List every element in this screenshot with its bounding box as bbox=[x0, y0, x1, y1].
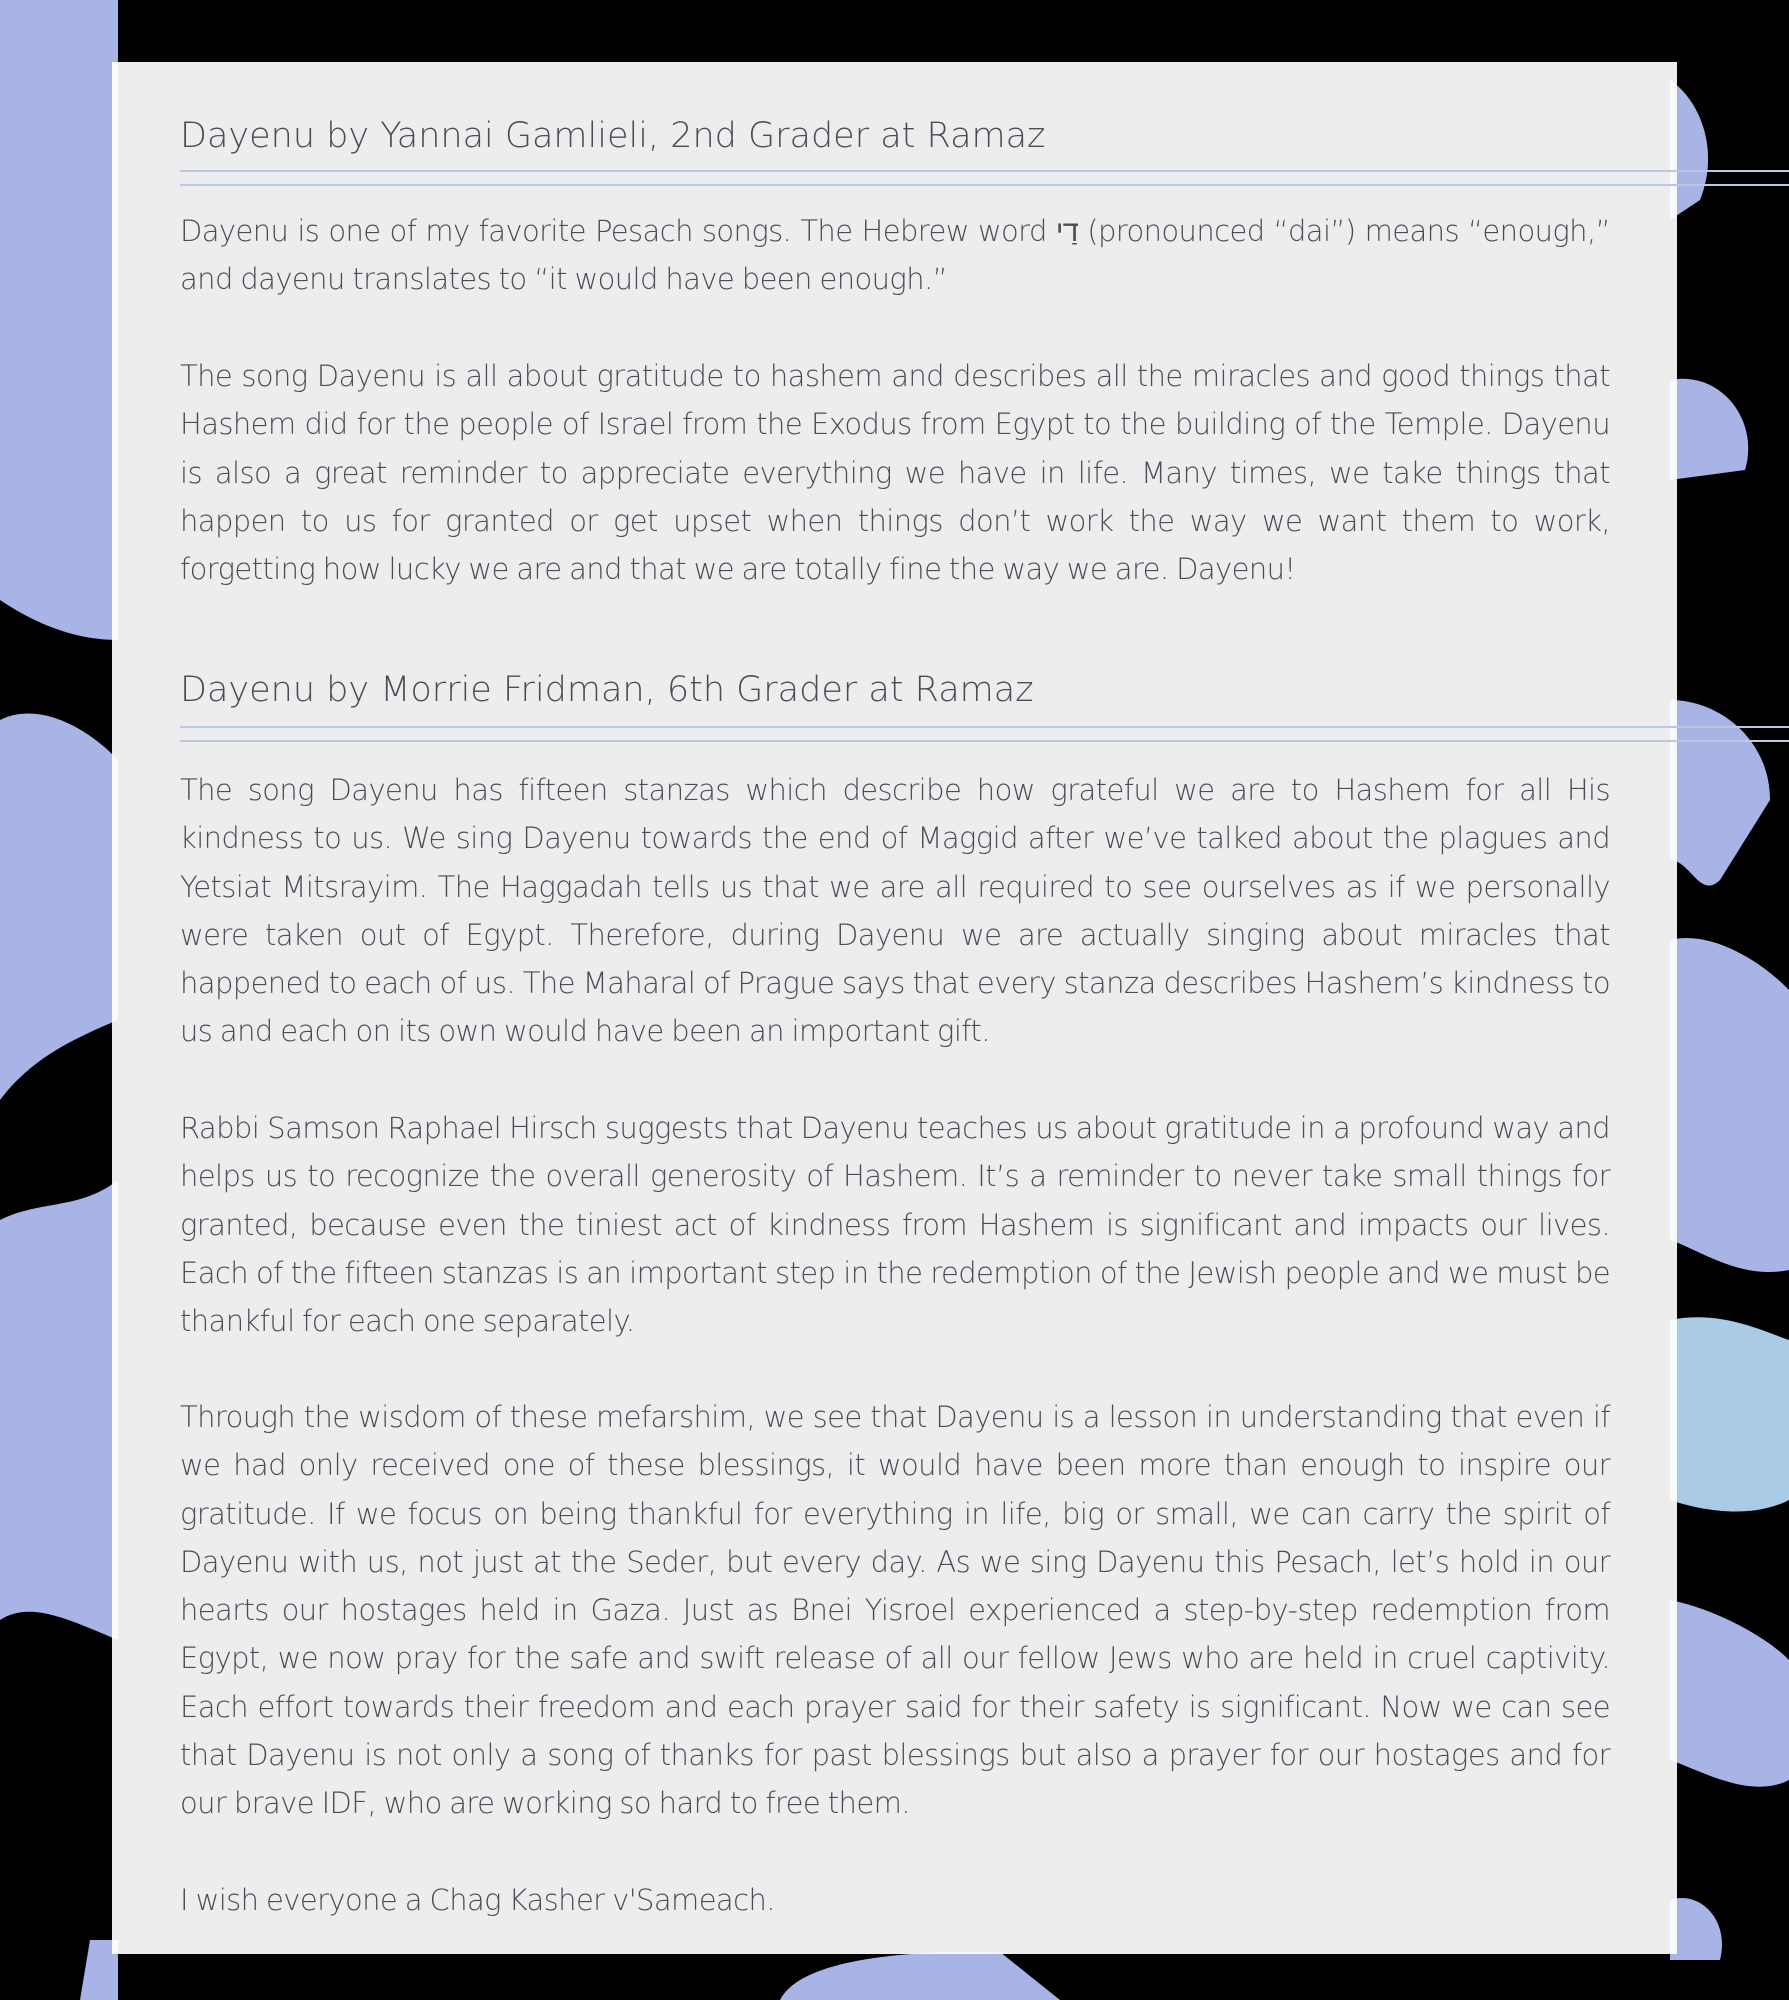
article-paragraph: The song Dayenu has fifteen stanzas which describe how grateful we are to Hashem for all His kindness to us. We sing Dayenu towards the end of Maggid after we’ve talked about the plagues and Yetsiat Mitsrayim. The Haggadah tells us that we are all required to see ourselves as if we personally were taken out of Egypt. Therefore, during Dayenu we are actually singing about miracles that happened to each of us. The Maharal of Prague says that every stanza describes Hashem’s kindness to us and each on its own would have been an important gift. bbox=[180, 773, 1610, 1049]
closing-line: I wish everyone a Chag Kasher v'Sameach. bbox=[180, 1883, 775, 1917]
article-paragraph: Rabbi Samson Raphael Hirsch suggests that Dayenu teaches us about gratitude in a profound way and helps us to recognize the overall generosity of Hashem. It’s a reminder to never take small things for granted, because even the tiniest act of kindness from Hashem is significant and impacts our lives. Each of the fifteen stanzas is an important step in the redemption of the Jewish people and we must be thankful for each one separately. bbox=[180, 1111, 1610, 1339]
heading-rule bbox=[180, 184, 1789, 186]
article-heading: Dayenu by Yannai Gamlieli, 2nd Grader at Ramaz bbox=[180, 116, 1046, 156]
right-brush-stroke-light bbox=[1670, 1317, 1789, 1511]
heading-rule bbox=[180, 170, 1789, 172]
article-paragraph: The song Dayenu is all about gratitude to hashem and describes all the miracles and good things that Hashem did for the people of Israel from the Exodus from Egypt to the building of the Temple. Dayenu is also a great reminder to appreciate everything we have in life. Many times, we take things that happen to us for granted or get upset when things don’t work the way we want them to work, forgetting how lucky we are and that we are totally fine the way we are. Dayenu! bbox=[180, 359, 1610, 587]
heading-rule bbox=[180, 740, 1789, 742]
right-brush-stroke-mid-lower bbox=[1670, 938, 1789, 1272]
article-heading: Dayenu by Morrie Fridman, 6th Grader at Ramaz bbox=[180, 670, 1034, 710]
heading-rule bbox=[180, 726, 1789, 728]
article-paragraph: Dayenu is one of my favorite Pesach songs. The Hebrew word דַי (pronounced “dai”) means “enough,” and dayenu translates to “it would have been enough.” bbox=[180, 214, 1610, 297]
article-paragraph: Through the wisdom of these mefarshim, we see that Dayenu is a lesson in understanding that even if we had only received one of these blessings, it would have been more than enough to inspire our gratitude. If we focus on being thankful for everything in life, big or small, we can carry the spirit of Dayenu with us, not just at the Seder, but every day. As we sing Dayenu this Pesach, let’s hold in our hearts our hostages held in Gaza. Just as Bnei Yisroel experienced a step-by-step redemption from Egypt, we now pray for the safe and swift release of all our fellow Jews who are held in cruel captivity. Each effort towards their freedom and each prayer said for their safety is significant. Now we can see that Dayenu is not only a song of thanks for past blessings but also a prayer for our hostages and for our brave IDF, who are working so hard to free them. bbox=[180, 1400, 1610, 1821]
left-brush-stroke-top bbox=[0, 0, 118, 640]
left-brush-stroke-lower bbox=[0, 1180, 118, 1640]
